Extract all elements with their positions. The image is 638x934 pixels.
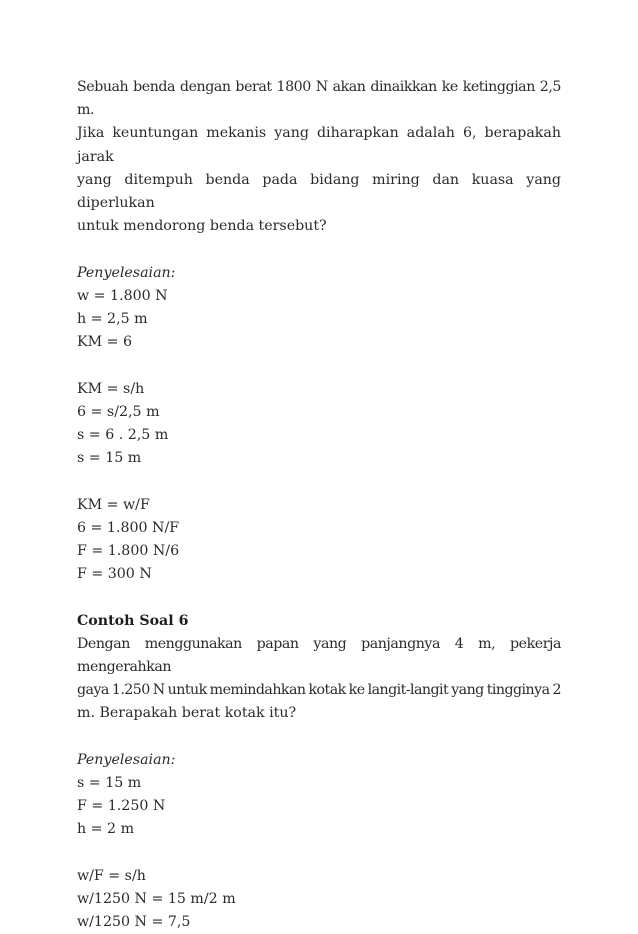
problem-5-line: yang ditempuh benda pada bidang miring dan kuasa yang diperlukan bbox=[77, 171, 561, 212]
equation-line: w/1250 N = 7,5 bbox=[77, 914, 191, 931]
given-line: KM = 6 bbox=[77, 334, 133, 351]
problem-6-line: gaya 1.250 N untuk memindahkan kotak ke langit-langit yang tingginya 2 bbox=[77, 682, 561, 699]
spacer bbox=[77, 470, 561, 493]
problem-5-line: Sebuah benda dengan berat 1800 N akan dinaikkan ke ketinggian 2,5 m. bbox=[77, 79, 561, 119]
spacer bbox=[77, 238, 561, 261]
problem-6-text bbox=[77, 633, 561, 726]
given-line: h = 2,5 m bbox=[77, 311, 148, 328]
equation-line: s = 15 m bbox=[77, 450, 142, 467]
equation-line: KM = w/F bbox=[77, 496, 150, 513]
equation-line: w/1250 N = 15 m/2 m bbox=[77, 891, 236, 908]
solution-label: Penyelesaian: bbox=[77, 264, 176, 281]
given-line: h = 2 m bbox=[77, 821, 135, 838]
given-line: F = 1.250 N bbox=[77, 798, 166, 815]
problem-5-line: untuk mendorong benda tersebut? bbox=[77, 218, 327, 235]
equation-line: KM = s/h bbox=[77, 380, 145, 397]
solution-label: Penyelesaian: bbox=[77, 751, 176, 768]
problem-6-line: m. Berapakah berat kotak itu? bbox=[77, 705, 297, 722]
spacer bbox=[77, 726, 561, 749]
document-page bbox=[77, 76, 561, 934]
problem-6-line: Dengan menggunakan papan yang panjangnya 4 m, pekerja mengerahkan bbox=[77, 635, 561, 676]
spacer bbox=[77, 586, 561, 609]
equation-line: 6 = s/2,5 m bbox=[77, 403, 160, 420]
equation-line: s = 6 . 2,5 m bbox=[77, 427, 169, 444]
section-heading: Contoh Soal 6 bbox=[77, 612, 189, 629]
given-line: s = 15 m bbox=[77, 775, 142, 792]
equation-line: 6 = 1.800 N/F bbox=[77, 519, 180, 536]
problem-5-text bbox=[77, 76, 561, 238]
equation-line: F = 300 N bbox=[77, 566, 152, 583]
given-line: w = 1.800 N bbox=[77, 287, 168, 304]
problem-5-line: Jika keuntungan mekanis yang diharapkan adalah 6, berapakah jarak bbox=[77, 125, 561, 165]
equation-line: w/F = s/h bbox=[77, 867, 146, 884]
equation-line: F = 1.800 N/6 bbox=[77, 543, 180, 560]
spacer bbox=[77, 354, 561, 377]
spacer bbox=[77, 842, 561, 865]
